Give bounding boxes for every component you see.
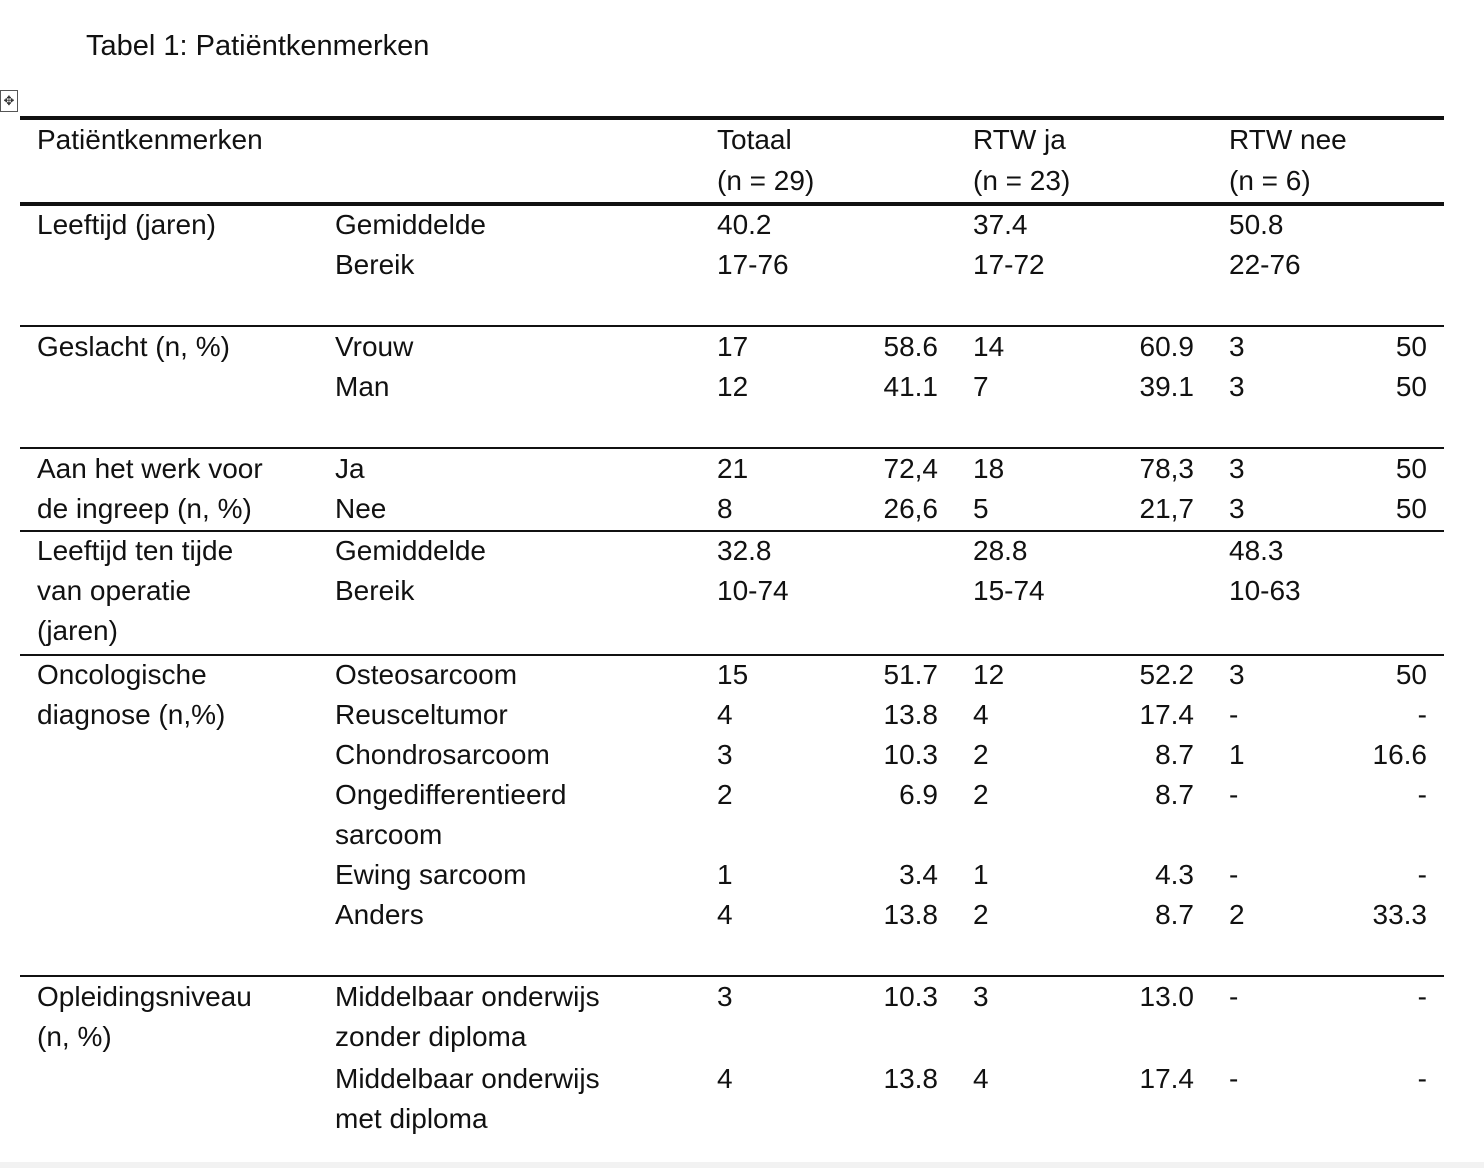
rtw-ja-n: 2 [973,899,989,930]
rtw-ja-pct: 13.0 [1139,981,1194,1012]
row-label: Gemiddelde [335,535,486,566]
totaal-n: 15 [717,659,749,690]
totaal-pct: 58.6 [883,331,938,362]
rtw-ja-n: 4 [973,699,989,730]
rtw-ja-value: 17-72 [973,249,1045,280]
rtw-nee-value: 22-76 [1229,249,1301,280]
rtw-ja-n: 4 [973,1063,989,1094]
rtw-nee-pct: - [1417,859,1427,890]
table-move-handle-icon[interactable]: ✥ [0,90,18,112]
rtw-nee-n: 3 [1229,659,1245,690]
rtw-ja-pct: 8.7 [1155,899,1194,930]
rtw-nee-pct: 50 [1395,331,1427,362]
rtw-nee-n: - [1229,859,1239,890]
rtw-ja-pct: 8.7 [1155,739,1194,770]
row-label: Bereik [335,575,415,606]
rtw-ja-n: 2 [973,739,989,770]
rtw-nee-pct: 16.6 [1372,739,1427,770]
row-label: Osteosarcoom [335,659,518,690]
rtw-ja-pct: 60.9 [1139,331,1194,362]
rtw-ja-n: 18 [973,453,1005,484]
rtw-nee-n: 3 [1229,371,1245,402]
totaal-pct: 26,6 [883,493,938,524]
row-label: Ja [335,453,365,484]
rtw-nee-n: 3 [1229,331,1245,362]
totaal-n: 21 [717,453,749,484]
header-totaal: Totaal [717,124,792,155]
totaal-pct: 6.9 [899,779,938,810]
totaal-pct: 13.8 [883,699,938,730]
rtw-ja-pct: 17.4 [1139,1063,1194,1094]
header-rtw-nee: RTW nee [1229,124,1347,155]
rtw-ja-value: 15-74 [973,575,1045,606]
row-label: Bereik [335,249,415,280]
totaal-n: 4 [717,699,733,730]
totaal-n: 4 [717,899,733,930]
row-label: Gemiddelde [335,209,486,240]
totaal-pct: 72,4 [883,453,938,484]
group-label: Geslacht (n, %) [37,331,230,362]
rtw-ja-pct: 21,7 [1139,493,1194,524]
totaal-pct: 10.3 [883,981,938,1012]
row-label: Anders [335,899,424,930]
header-totaal-n: (n = 29) [717,165,815,196]
rtw-nee-n: - [1229,779,1239,810]
header-rtw-ja-n: (n = 23) [973,165,1071,196]
page-bottom-edge [0,1162,1484,1168]
rtw-ja-n: 1 [973,859,989,890]
rtw-ja-pct: 17.4 [1139,699,1194,730]
row-label: Chondrosarcoom [335,739,550,770]
rtw-ja-pct: 52.2 [1139,659,1194,690]
rtw-ja-pct: 39.1 [1139,371,1194,402]
rtw-ja-n: 3 [973,981,989,1012]
row-label-line-2: sarcoom [335,819,443,850]
group-label: Leeftijd (jaren) [37,209,216,240]
rtw-nee-n: - [1229,1063,1239,1094]
totaal-n: 12 [717,371,749,402]
header-rtw-nee-n: (n = 6) [1229,165,1311,196]
group-label: Leeftijd ten tijde [37,535,234,566]
header-label: Patiëntkenmerken [37,124,263,155]
row-label-line-2: zonder diploma [335,1021,527,1052]
rtw-nee-pct: - [1417,1063,1427,1094]
totaal-n: 1 [717,859,733,890]
totaal-n: 8 [717,493,733,524]
rtw-nee-pct: 50 [1395,371,1427,402]
totaal-value: 17-76 [717,249,789,280]
group-label-line-2: de ingreep (n, %) [37,493,252,524]
totaal-pct: 13.8 [883,1063,938,1094]
totaal-value: 10-74 [717,575,789,606]
rtw-nee-n: 3 [1229,453,1245,484]
table-title: Tabel 1: Patiëntkenmerken [86,30,430,62]
totaal-pct: 10.3 [883,739,938,770]
rtw-nee-pct: 50 [1395,453,1427,484]
rtw-ja-n: 2 [973,779,989,810]
group-label: Aan het werk voor [37,453,263,484]
totaal-value: 40.2 [717,209,772,240]
row-label: Reusceltumor [335,699,508,730]
rtw-nee-n: 1 [1229,739,1245,770]
rtw-ja-n: 12 [973,659,1005,690]
rtw-nee-pct: - [1417,779,1427,810]
rtw-nee-n: - [1229,699,1239,730]
rtw-nee-pct: - [1417,699,1427,730]
rtw-ja-pct: 78,3 [1139,453,1194,484]
group-label: Oncologische [37,659,207,690]
rtw-nee-pct: - [1417,981,1427,1012]
rtw-nee-n: - [1229,981,1239,1012]
rtw-nee-pct: 50 [1395,659,1427,690]
totaal-pct: 3.4 [899,859,938,890]
group-label-line-3: (jaren) [37,615,118,646]
row-label: Ongedifferentieerd [335,779,567,810]
row-label: Nee [335,493,387,524]
rtw-nee-pct: 33.3 [1372,899,1427,930]
row-label: Man [335,371,390,402]
totaal-n: 4 [717,1063,733,1094]
group-label-line-2: van operatie [37,575,192,606]
rtw-ja-pct: 4.3 [1155,859,1194,890]
totaal-pct: 41.1 [883,371,938,402]
row-label: Vrouw [335,331,414,362]
rtw-ja-n: 5 [973,493,989,524]
rtw-nee-n: 2 [1229,899,1245,930]
totaal-n: 3 [717,981,733,1012]
group-label-line-2: (n, %) [37,1021,112,1052]
rtw-nee-value: 10-63 [1229,575,1301,606]
row-label-line-2: met diploma [335,1103,488,1134]
totaal-pct: 13.8 [883,899,938,930]
header-rtw-ja: RTW ja [973,124,1066,155]
row-label: Middelbaar onderwijs [335,981,600,1012]
totaal-n: 17 [717,331,749,362]
rtw-nee-pct: 50 [1395,493,1427,524]
rtw-ja-value: 28.8 [973,535,1028,566]
row-label: Middelbaar onderwijs [335,1063,600,1094]
rtw-ja-n: 14 [973,331,1005,362]
rtw-nee-value: 50.8 [1229,209,1284,240]
group-label: Opleidingsniveau [37,981,252,1012]
rtw-ja-value: 37.4 [973,209,1028,240]
row-label: Ewing sarcoom [335,859,527,890]
totaal-pct: 51.7 [883,659,938,690]
rtw-nee-n: 3 [1229,493,1245,524]
rtw-nee-value: 48.3 [1229,535,1284,566]
rtw-ja-n: 7 [973,371,989,402]
totaal-value: 32.8 [717,535,772,566]
rtw-ja-pct: 8.7 [1155,779,1194,810]
group-label-line-2: diagnose (n,%) [37,699,226,730]
totaal-n: 2 [717,779,733,810]
totaal-n: 3 [717,739,733,770]
